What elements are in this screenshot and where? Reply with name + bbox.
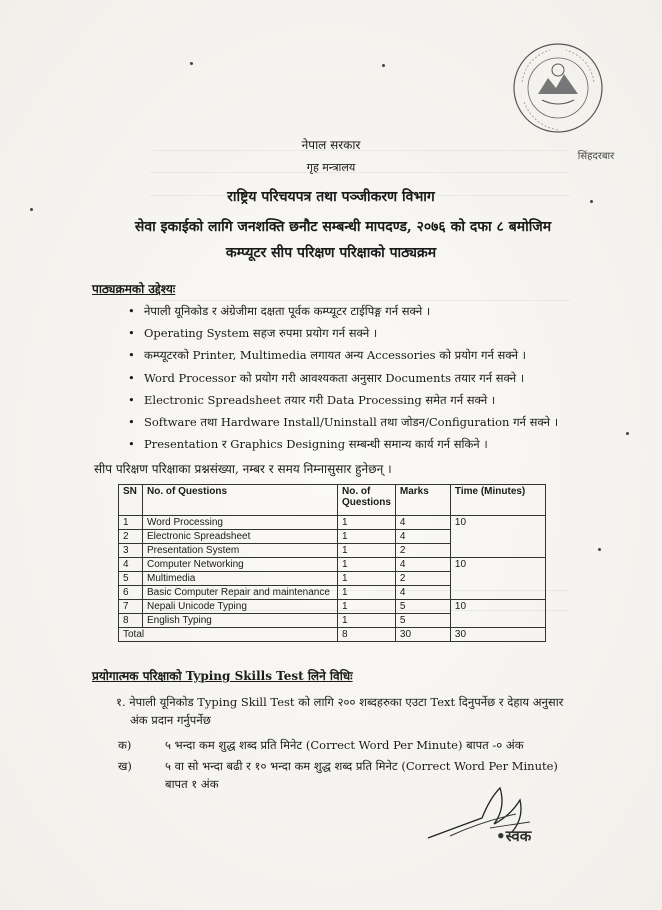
table-total-row xyxy=(119,628,546,642)
bullet-icon: • xyxy=(128,348,135,363)
cell-count: 1 xyxy=(338,516,396,530)
cell-sn: 3 xyxy=(119,544,143,558)
cell-sn: 2 xyxy=(119,530,143,544)
government-name: नेपाल सरकार xyxy=(301,138,361,152)
cell-sn: 7 xyxy=(119,600,143,614)
cell-count: 1 xyxy=(338,558,396,572)
cell-count: 1 xyxy=(338,600,396,614)
cell-time: 10 xyxy=(450,516,545,558)
objective-text: Presentation र Graphics Designing सम्बन्धी समान्य कार्य गर्न सकिने । xyxy=(144,437,488,452)
table-row xyxy=(119,600,546,614)
bullet-icon: • xyxy=(128,437,135,452)
cell-marks: 5 xyxy=(395,614,450,628)
objective-text: कम्प्यूटरको Printer, Multimedia लगायत अन्य Accessories को प्रयोग गर्न सक्ने । xyxy=(144,348,526,363)
cell-name: Presentation System xyxy=(143,544,338,558)
list-item xyxy=(128,367,598,389)
cell-marks: 4 xyxy=(395,516,450,530)
sub-item-a-label: क) xyxy=(118,738,132,752)
seal-text: सिंहदरबार xyxy=(577,151,615,162)
sub-item-b-text-cont: बापत १ अंक xyxy=(165,777,219,791)
list-item xyxy=(128,389,598,411)
cell-name: Electronic Spreadsheet xyxy=(143,530,338,544)
bullet-icon: • xyxy=(128,370,135,385)
cell-marks: 4 xyxy=(395,558,450,572)
header-marks: Marks xyxy=(395,485,450,516)
objective-text: Operating System सहज रुपमा प्रयोग गर्न सक्ने । xyxy=(144,326,378,341)
list-item xyxy=(128,411,598,433)
cell-marks: 4 xyxy=(395,530,450,544)
method-item-1-cont: अंक प्रदान गर्नुपर्नेछ xyxy=(130,713,211,727)
scan-speck xyxy=(30,208,33,211)
table-intro: सीप परिक्षण परिक्षाका प्रश्नसंख्या, नम्बर र समय निम्नासुसार हुनेछन् । xyxy=(94,462,392,476)
sub-item-a-text: ५ भन्दा कम शुद्ध शब्द प्रति मिनेट (Correct Word Per Minute) बापत -० अंक xyxy=(165,738,524,752)
cell-count: 1 xyxy=(338,572,396,586)
cell-name: Computer Networking xyxy=(143,558,338,572)
cell-sn: 1 xyxy=(119,516,143,530)
scan-speck xyxy=(598,548,601,551)
objectives-list xyxy=(128,300,598,455)
cell-name: Word Processing xyxy=(143,516,338,530)
cell-name: Basic Computer Repair and maintenance xyxy=(143,586,338,600)
total-time: 30 xyxy=(450,628,545,642)
method-heading: प्रयोगात्मक परिक्षाको Typing Skills Test लिने विधिः xyxy=(92,669,353,683)
cell-time: 10 xyxy=(450,558,545,600)
list-item xyxy=(128,433,598,455)
exam-table xyxy=(118,484,546,642)
cell-count: 1 xyxy=(338,586,396,600)
scan-speck xyxy=(190,62,193,65)
signature-icon xyxy=(420,778,560,848)
header-questions: No. of Questions xyxy=(143,485,338,516)
sub-item-b-text: ५ वा सो भन्दा बढी र १० भन्दा कम शुद्ध शब्द प्रति मिनेट (Correct Word Per Minute) xyxy=(165,759,558,773)
bullet-icon: • xyxy=(128,304,135,318)
objective-text: Electronic Spreadsheet तयार गरी Data Processing समेत गर्न सक्ने । xyxy=(144,392,496,407)
objective-text: Word Processor को प्रयोग गरी आवश्यकता अनुसार Documents तयार गर्न सक्ने । xyxy=(144,370,525,385)
header-time: Time (Minutes) xyxy=(450,485,545,516)
cell-marks: 4 xyxy=(395,586,450,600)
scan-speck xyxy=(590,200,593,203)
bullet-icon: • xyxy=(128,414,135,429)
department-name: राष्ट्रिय परिचयपत्र तथा पञ्जीकरण विभाग xyxy=(227,189,435,205)
cell-marks: 5 xyxy=(395,600,450,614)
objective-text: नेपाली यूनिकोड र अंग्रेजीमा दक्षता पूर्वक कम्प्यूटर टाईपिङ्ग गर्न सक्ने । xyxy=(144,304,431,318)
cell-name: English Typing xyxy=(143,614,338,628)
ministry-name: गृह मन्त्रालय xyxy=(306,161,356,174)
government-seal-icon xyxy=(512,42,604,134)
cell-name: Nepali Unicode Typing xyxy=(143,600,338,614)
cell-count: 1 xyxy=(338,544,396,558)
total-marks: 30 xyxy=(395,628,450,642)
table-row xyxy=(119,558,546,572)
bullet-icon: • xyxy=(128,392,135,407)
cell-sn: 6 xyxy=(119,586,143,600)
document-title-line2: कम्प्यूटर सीप परिक्षण परिक्षाको पाठ्यक्रम xyxy=(225,245,437,261)
header-count: No. of Questions xyxy=(338,485,396,516)
cell-name: Multimedia xyxy=(143,572,338,586)
cell-marks: 2 xyxy=(395,572,450,586)
table-header-row xyxy=(119,485,546,516)
objective-text: Software तथा Hardware Install/Uninstall तथा जोडन/Configuration गर्न सक्ने । xyxy=(144,414,559,429)
cell-sn: 5 xyxy=(119,572,143,586)
cell-sn: 4 xyxy=(119,558,143,572)
document-title-line1: सेवा इकाईको लागि जनशक्ति छनौट सम्बन्धी मापदण्ड, २०७६ को दफा ८ बमोजिम xyxy=(134,219,552,235)
list-item xyxy=(128,300,598,322)
cell-sn: 8 xyxy=(119,614,143,628)
objectives-heading: पाठ्यक्रमको उद्देश्यः xyxy=(92,282,176,296)
total-label: Total xyxy=(119,628,338,642)
cell-count: 1 xyxy=(338,614,396,628)
scan-speck xyxy=(382,64,385,67)
total-count: 8 xyxy=(338,628,396,642)
table-row xyxy=(119,516,546,530)
list-item xyxy=(128,344,598,366)
bullet-icon: • xyxy=(128,326,135,341)
header-sn: SN xyxy=(119,485,143,516)
list-item xyxy=(128,322,598,344)
cell-count: 1 xyxy=(338,530,396,544)
cell-marks: 2 xyxy=(395,544,450,558)
scan-speck xyxy=(626,432,629,435)
sub-item-b-label: ख) xyxy=(118,759,132,773)
cell-time: 10 xyxy=(450,600,545,628)
method-item-1: १. नेपाली यूनिकोड Typing Skill Test को लागि २०० शब्दहरुका एउटा Text दिनुपर्नेछ र देहाय अनुसार xyxy=(116,695,564,709)
signature-text: •स्वक xyxy=(496,827,532,845)
